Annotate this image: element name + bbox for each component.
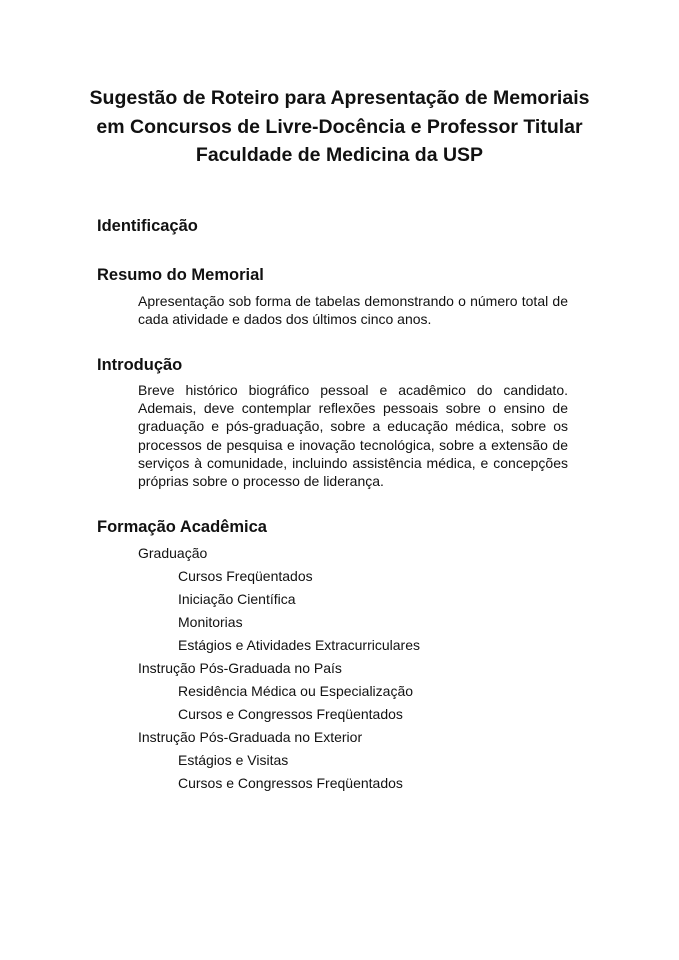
- heading-resumo-do-memorial: Resumo do Memorial: [97, 266, 264, 284]
- paragraph-line: graduação e pós-graduação, sobre a educação médica, sobre os: [138, 418, 568, 435]
- paragraph-line: Breve histórico biográfico pessoal e acadêmico do candidato.: [138, 382, 568, 398]
- outline-subitem: Monitorias: [178, 614, 243, 630]
- paragraph-line: Ademais, deve contemplar reflexões pessoais sobre o ensino de: [138, 400, 568, 417]
- title-line: em Concursos de Livre-Docência e Professor Titular: [96, 115, 583, 138]
- heading-formacao-academica: Formação Acadêmica: [97, 518, 267, 536]
- paragraph-line: cada atividade e dados dos últimos cinco anos.: [138, 311, 432, 328]
- paragraph-introducao: [138, 381, 568, 490]
- paragraph-line: Apresentação sob forma de tabelas demonstrando o número total de: [138, 293, 568, 309]
- paragraph-line: processos de pesquisa e inovação tecnológica, sobre a extensão de: [138, 436, 568, 453]
- document-title: [0, 84, 679, 170]
- title-line: Faculdade de Medicina da USP: [195, 144, 484, 166]
- outline-item: Instrução Pós-Graduada no País: [138, 660, 342, 676]
- title-line: Sugestão de Roteiro para Apresentação de Memoriais: [89, 87, 590, 109]
- paragraph-line: próprias sobre o processo de liderança.: [138, 473, 384, 490]
- outline-subitem: Estágios e Visitas: [178, 752, 289, 768]
- outline-item: Graduação: [138, 545, 208, 561]
- heading-identificacao: Identificação: [97, 217, 198, 235]
- outline-subitem: Residência Médica ou Especialização: [178, 683, 414, 699]
- outline-item: Instrução Pós-Graduada no Exterior: [138, 729, 363, 745]
- paragraph-resumo: [138, 292, 568, 328]
- outline-subitem: Estágios e Atividades Extracurriculares: [178, 637, 420, 653]
- heading-introducao: Introdução: [97, 356, 183, 374]
- outline-subitem: Iniciação Científica: [178, 591, 296, 607]
- outline-subitem: Cursos e Congressos Freqüentados: [178, 775, 403, 791]
- outline-subitem: Cursos e Congressos Freqüentados: [178, 706, 403, 722]
- paragraph-line: serviços à comunidade, incluindo assistência médica, e concepções: [138, 454, 568, 471]
- outline-subitem: Cursos Freqüentados: [178, 568, 313, 584]
